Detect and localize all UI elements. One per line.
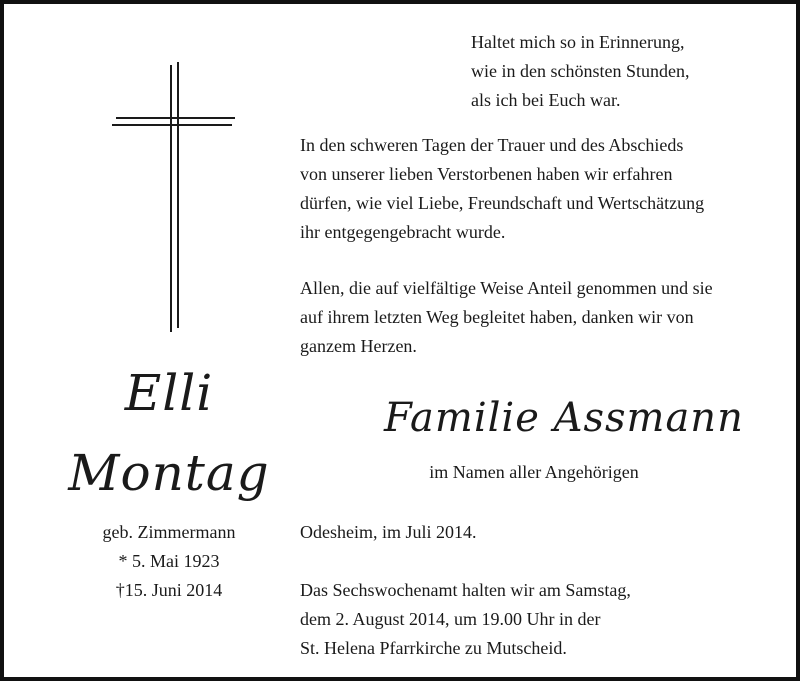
signature-subtitle: im Namen aller Angehörigen: [429, 462, 639, 482]
poem-line: Haltet mich so in Erinnerung,: [471, 32, 685, 52]
notice-line: St. Helena Pfarrkirche zu Mutscheid.: [300, 638, 567, 658]
family-signature: Familie Assmann: [384, 395, 744, 441]
deceased-first-name: Elli: [124, 364, 214, 422]
paragraph-line: In den schweren Tagen der Trauer und des Abschieds: [300, 135, 684, 155]
paragraph-line: Allen, die auf vielfältige Weise Anteil genommen und sie: [300, 278, 713, 298]
death-date: †15. Juni 2014: [115, 580, 223, 600]
paragraph-line: von unserer lieben Verstorbenen haben wir erfahren: [300, 164, 673, 184]
notice-line: Das Sechswochenamt halten wir am Samstag,: [300, 580, 631, 600]
notice-line: dem 2. August 2014, um 19.00 Uhr in der: [300, 609, 601, 629]
paragraph-line: auf ihrem letzten Weg begleitet haben, danken wir von: [300, 307, 694, 327]
birth-date: * 5. Mai 1923: [118, 551, 220, 571]
place-date: Odesheim, im Juli 2014.: [300, 522, 477, 542]
poem-line: als ich bei Euch war.: [471, 90, 621, 110]
deceased-last-name: Montag: [68, 444, 270, 502]
paragraph-line: dürfen, wie viel Liebe, Freundschaft und Wertschätzung: [300, 193, 705, 213]
cross-icon: [112, 62, 242, 336]
maiden-name: geb. Zimmermann: [102, 522, 236, 542]
paragraph-line: ihr entgegengebracht wurde.: [300, 222, 506, 242]
paragraph-line: ganzem Herzen.: [300, 336, 417, 356]
poem-line: wie in den schönsten Stunden,: [471, 61, 690, 81]
